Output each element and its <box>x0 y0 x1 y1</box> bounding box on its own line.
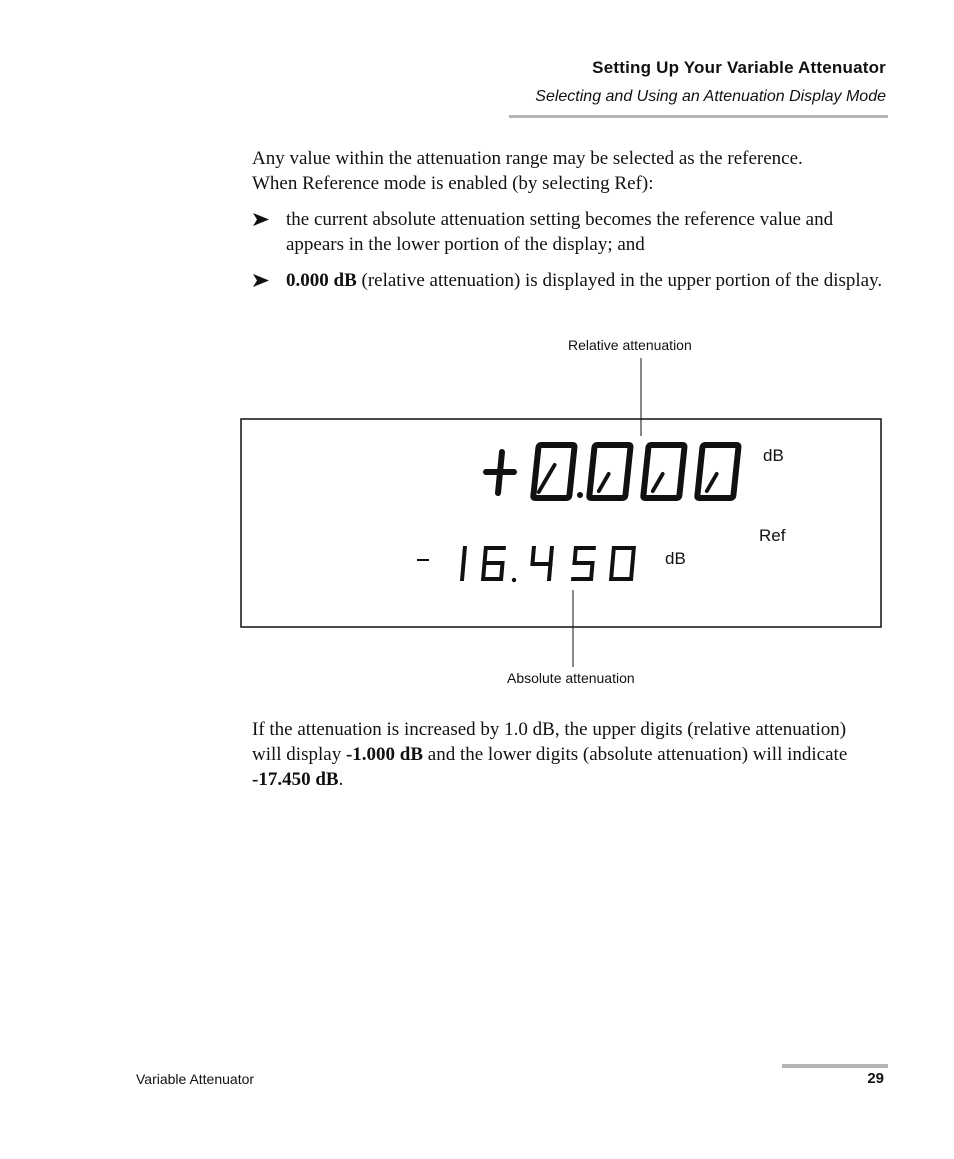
bullet-item <box>252 207 892 257</box>
footer-divider <box>782 1064 888 1068</box>
bullet-list <box>252 207 892 304</box>
intro-line-1: Any value within the attenuation range may be selected as the reference. <box>252 148 803 169</box>
closing-text: . <box>338 769 344 790</box>
intro-paragraph <box>252 146 892 196</box>
lcd-text-readings <box>0 0 1 1</box>
lcd-digit-0 <box>533 445 575 498</box>
lcd-display-frame <box>241 419 881 627</box>
lcd-digit-6 <box>483 548 504 579</box>
lcd-upper-reading-text <box>0 0 1 1</box>
arrow-bullet-icon <box>252 212 270 227</box>
lcd-upper-reading <box>486 445 739 498</box>
closing-text: and the lower digits (absolute attenuation) will indicate <box>423 744 848 765</box>
lcd-upper-unit: dB <box>763 446 784 465</box>
closing-bold-value: -1.000 dB <box>345 744 424 765</box>
bullet-bold-text: 0.000 dB <box>286 270 357 291</box>
header-divider <box>509 115 888 118</box>
callout-relative-attenuation: Relative attenuation <box>568 337 692 353</box>
arrow-bullet-icon <box>252 273 270 288</box>
page-header-title: Setting Up Your Variable Attenuator <box>592 58 886 77</box>
lcd-lower-reading <box>418 548 634 582</box>
lcd-ref-indicator: Ref <box>759 526 786 545</box>
lcd-digit-1 <box>462 548 465 579</box>
lcd-digit-0 <box>697 445 739 498</box>
lcd-digit-4 <box>531 548 552 579</box>
lcd-digit-0 <box>611 548 634 579</box>
lcd-plus-sign <box>486 452 514 493</box>
closing-bold-value: -17.450 dB <box>252 769 339 790</box>
closing-text: If the attenuation is increased by 1.0 dB, the upper digits (relative attenuation) will display <box>252 719 847 765</box>
lcd-digit-0 <box>589 445 631 498</box>
bullet-item <box>252 268 892 293</box>
footer-document-title: Variable Attenuator <box>136 1071 255 1087</box>
lcd-decimal-point <box>577 492 583 498</box>
page-number: 29 <box>867 1070 884 1087</box>
lcd-decimal-point <box>512 578 516 582</box>
bullet-text: (relative attenuation) is displayed in the upper portion of the display. <box>356 270 883 291</box>
callout-absolute-attenuation: Absolute attenuation <box>507 670 635 686</box>
closing-paragraph <box>252 717 852 792</box>
lcd-digit-0 <box>643 445 685 498</box>
lcd-digit-5 <box>573 548 594 579</box>
intro-line-2: When Reference mode is enabled (by selecting Ref): <box>252 173 654 194</box>
bullet-text: the current absolute attenuation setting becomes the reference value and appears in the lower portion of the display; and <box>286 209 834 255</box>
page-header-subtitle: Selecting and Using an Attenuation Display Mode <box>535 88 886 105</box>
lcd-lower-unit: dB <box>665 549 686 568</box>
